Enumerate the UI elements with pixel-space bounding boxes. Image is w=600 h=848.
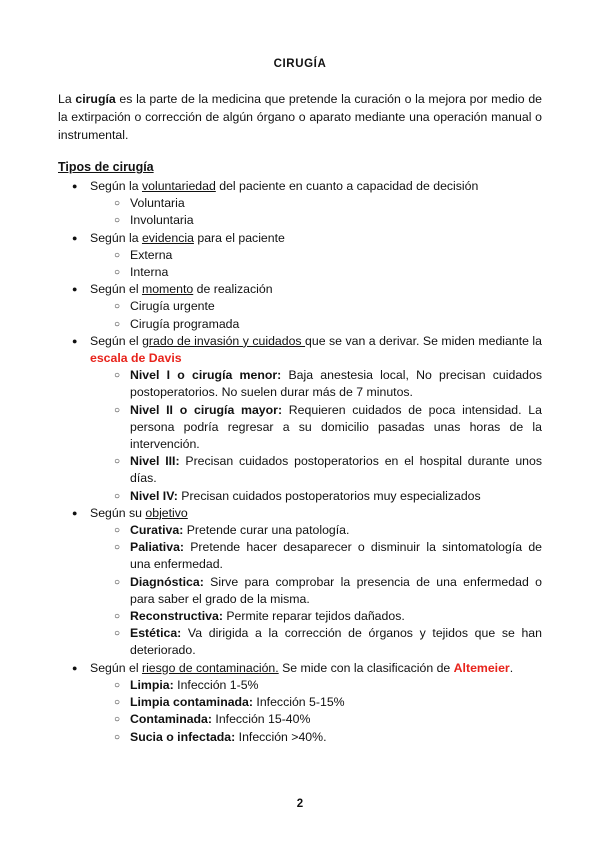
item-text: de realización: [193, 282, 273, 297]
sub-item: [58, 195, 542, 212]
sub-item-text: Voluntaria: [130, 196, 185, 211]
circle-bullet-icon: ○: [114, 215, 121, 227]
sub-item-text: Involuntaria: [130, 213, 194, 228]
list-item-momento: [58, 281, 542, 298]
item-keyword: objetivo: [145, 505, 188, 520]
circle-bullet-icon: ○: [114, 456, 121, 468]
list-item-objetivo: [58, 505, 542, 522]
item-text: Según el: [90, 282, 142, 297]
sub-item-text: Infección 15-40%: [211, 712, 311, 727]
sub-item: [58, 264, 542, 281]
item-text: Según el: [90, 333, 143, 348]
sub-item-term: Diagnóstica:: [130, 574, 204, 589]
sub-item-text: Va dirigida a la corrección de órganos y tejidos que se han deteriorado.: [130, 626, 542, 658]
page-title: CIRUGÍA: [273, 58, 327, 70]
sub-item: [58, 453, 542, 487]
sub-item-term: Sucia o infectada:: [130, 729, 236, 744]
sub-item: [58, 298, 542, 315]
item-keyword: grado de invasión y cuidados: [142, 333, 306, 348]
circle-bullet-icon: ○: [114, 198, 121, 210]
circle-bullet-icon: ○: [114, 404, 121, 416]
sub-item-text: Precisan cuidados postoperatorios muy especializados: [177, 488, 481, 503]
item-text: para el paciente: [193, 230, 285, 245]
sub-item-text: Sirve para comprobar la presencia de una enfermedad o para saber el grado de la misma.: [130, 574, 542, 606]
sub-item: [58, 608, 542, 625]
intro-text-rest: es la parte de la medicina que pretende la curación o la mejora por medio de la extirpación o corrección de algún órgano o aparato mediante una operación manual o instrumental.: [58, 92, 542, 142]
item-text: Se mide con la clasificación de: [278, 660, 454, 675]
sub-item-text: Requieren cuidados de poca intensidad. La persona podría regresar a su domicilio pasadas unas horas de la intervención.: [130, 402, 542, 452]
item-text: Según el: [90, 660, 142, 675]
circle-bullet-icon: ○: [114, 267, 121, 279]
sub-item-term: Nivel II o cirugía mayor:: [130, 402, 283, 417]
bullet-icon: ●: [72, 507, 78, 518]
sub-item: [58, 711, 542, 728]
item-text: Según su: [90, 505, 146, 520]
circle-bullet-icon: ○: [114, 525, 121, 537]
circle-bullet-icon: ○: [114, 301, 121, 313]
sub-item-text: Infección >40%.: [235, 729, 327, 744]
sub-item: [58, 694, 542, 711]
item-text: que se van a derivar. Se miden mediante la: [305, 333, 542, 348]
sub-item: [58, 367, 542, 401]
list-item-riesgo-contaminacion: [58, 660, 542, 677]
sub-item: [58, 677, 542, 694]
item-keyword: evidencia: [141, 230, 194, 245]
sub-item-term: Paliativa:: [130, 540, 184, 555]
circle-bullet-icon: ○: [114, 697, 121, 709]
item-text: Según la: [90, 230, 142, 245]
sub-item: [58, 539, 542, 573]
sub-item-text: Pretende hacer desaparecer o disminuir la sintomatología de una enfermedad.: [130, 540, 542, 572]
list-item-grado-invasion: [58, 333, 542, 367]
bullet-icon: ●: [72, 284, 78, 295]
circle-bullet-icon: ○: [114, 249, 121, 261]
sub-item-text: Permite reparar tejidos dañados.: [222, 609, 405, 624]
sub-item: [58, 212, 542, 229]
sub-item: [58, 522, 542, 539]
circle-bullet-icon: ○: [114, 542, 121, 554]
bullet-icon: ●: [72, 335, 78, 346]
sub-item-term: Contaminada:: [130, 712, 212, 727]
item-text: Según la: [90, 179, 142, 193]
sub-item-term: Reconstructiva:: [130, 609, 223, 624]
sub-item: [58, 574, 542, 608]
sub-item-text: Externa: [130, 247, 173, 262]
sub-item-term: Curativa:: [130, 523, 184, 538]
sub-item-term: Nivel IV:: [130, 488, 178, 503]
sub-item-term: Limpia:: [130, 677, 174, 692]
sub-item-text: Baja anestesia local, No precisan cuidados postoperatorios. No suelen durar más de 7 minutos.: [130, 368, 542, 400]
list-item-voluntariedad: [58, 178, 542, 195]
sub-item-text: Cirugía programada: [130, 316, 240, 331]
sub-item-text: Infección 5-15%: [253, 695, 345, 710]
item-text: .: [509, 660, 514, 675]
circle-bullet-icon: ○: [114, 731, 121, 743]
item-keyword: riesgo de contaminación.: [141, 660, 279, 675]
sub-item-term: Nivel III:: [130, 454, 180, 469]
sub-item-text: Pretende curar una patología.: [183, 523, 350, 538]
circle-bullet-icon: ○: [114, 611, 121, 623]
intro-text-start: La: [58, 92, 76, 106]
sub-item: [58, 729, 542, 746]
sub-item: [58, 402, 542, 454]
circle-bullet-icon: ○: [114, 576, 121, 588]
intro-term: cirugía: [75, 92, 116, 106]
sub-item: [58, 625, 542, 659]
section-heading: Tipos de cirugía: [58, 160, 154, 174]
sub-item-text: Precisan cuidados postoperatorios en el hospital durante unos días.: [130, 454, 542, 486]
types-list: [58, 178, 542, 746]
bullet-icon: ●: [72, 181, 78, 191]
circle-bullet-icon: ○: [114, 370, 121, 382]
item-text: del paciente en cuanto a capacidad de decisión: [215, 179, 479, 193]
sub-item-term: Limpia contaminada:: [130, 695, 253, 710]
intro-paragraph: [58, 90, 542, 144]
sub-item: [58, 488, 542, 505]
highlight-term: Altemeier: [453, 660, 510, 675]
sub-item-text: Infección 1-5%: [173, 677, 259, 692]
sub-item-term: Nivel I o cirugía menor:: [130, 368, 282, 383]
item-keyword: voluntariedad: [141, 179, 216, 193]
sub-item-term: Estética:: [130, 626, 182, 641]
page-number: 2: [296, 798, 304, 810]
circle-bullet-icon: ○: [114, 679, 121, 691]
bullet-icon: ●: [72, 232, 78, 243]
highlight-term: escala de Davis: [90, 351, 182, 366]
item-keyword: momento: [141, 282, 194, 297]
circle-bullet-icon: ○: [114, 490, 121, 502]
sub-item-text: Interna: [130, 265, 169, 280]
circle-bullet-icon: ○: [114, 714, 121, 726]
sub-item: [58, 247, 542, 264]
circle-bullet-icon: ○: [114, 318, 121, 330]
bullet-icon: ●: [72, 662, 78, 673]
sub-item-text: Cirugía urgente: [130, 299, 215, 314]
list-item-evidencia: [58, 230, 542, 247]
sub-item: [58, 316, 542, 333]
circle-bullet-icon: ○: [114, 628, 121, 640]
